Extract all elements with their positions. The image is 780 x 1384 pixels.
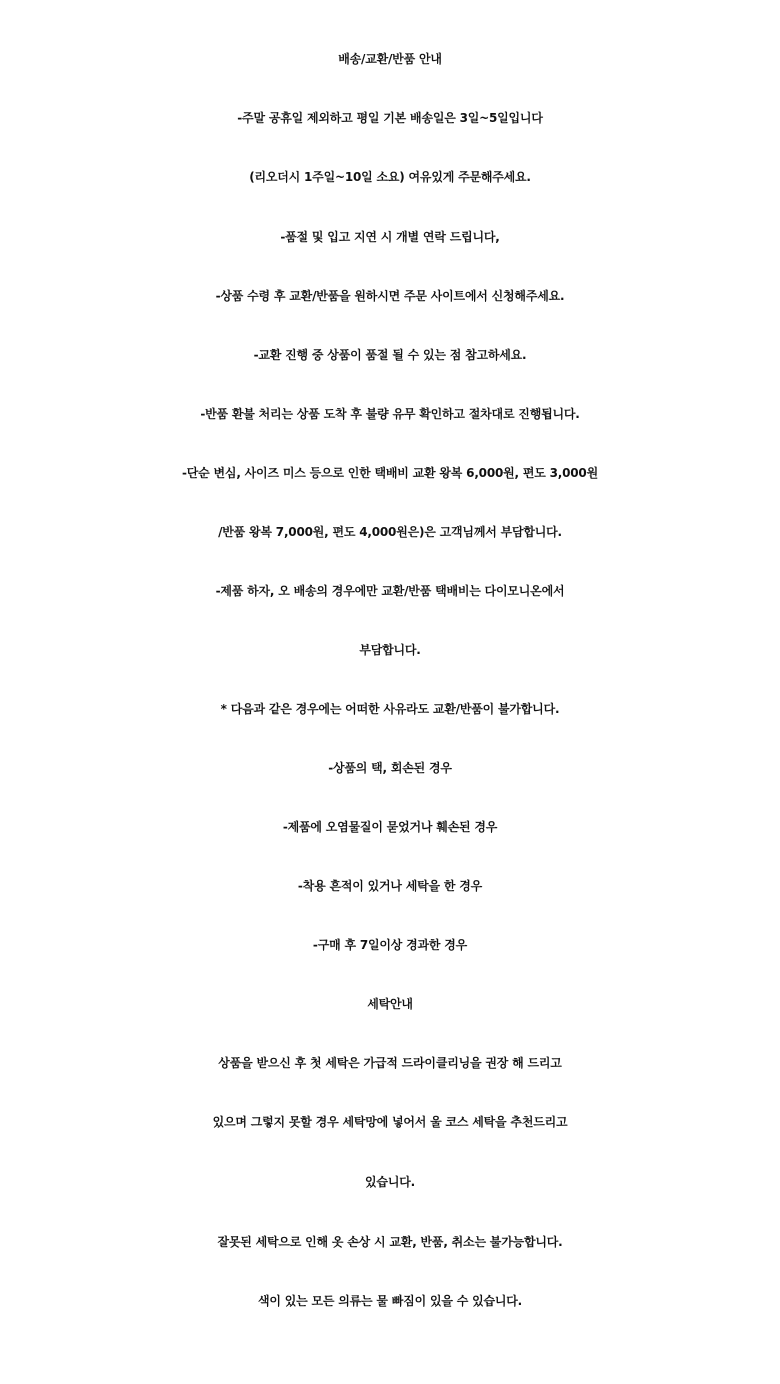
notice-line: (리오더시 1주일~10일 소요) 여유있게 주문해주세요.	[249, 170, 531, 184]
notice-line: -주말 공휴일 제외하고 평일 기본 배송일은 3일~5일입니다	[237, 111, 543, 125]
notice-line: 있습니다.	[365, 1175, 415, 1189]
notice-line: -구매 후 7일이상 경과한 경우	[312, 938, 468, 952]
notice-heading-shipping: 배송/교환/반품 안내	[338, 52, 442, 66]
notice-heading-washing: 세탁안내	[367, 997, 413, 1011]
notice-line: 색이 있는 모든 의류는 물 빠짐이 있을 수 있습니다.	[257, 1294, 523, 1308]
notice-line: -제품에 오염물질이 묻었거나 훼손된 경우	[282, 820, 498, 834]
notice-line: * 다음과 같은 경우에는 어떠한 사유라도 교환/반품이 불가합니다.	[220, 702, 560, 716]
notice-line: /반품 왕복 7,000원, 편도 4,000원은)은 고객님께서 부담합니다.	[218, 525, 562, 539]
notice-line: -착용 흔적이 있거나 세탁을 한 경우	[297, 879, 483, 893]
notice-line: -교환 진행 중 상품이 품절 될 수 있는 점 참고하세요.	[253, 348, 527, 362]
notice-line: 부담합니다.	[359, 643, 421, 657]
notice-line: -반품 환불 처리는 상품 도착 후 불량 유무 확인하고 절차대로 진행됩니다.	[200, 407, 580, 421]
notice-line: -상품의 택, 회손된 경우	[328, 761, 452, 775]
notice-line: 상품을 받으신 후 첫 세탁은 가급적 드라이클리닝을 권장 해 드리고	[218, 1056, 562, 1070]
notice-line: 잘못된 세탁으로 인해 옷 손상 시 교환, 반품, 취소는 불가능합니다.	[217, 1235, 563, 1249]
notice-line: -상품 수령 후 교환/반품을 원하시면 주문 사이트에서 신청해주세요.	[215, 289, 565, 303]
notice-line: -제품 하자, 오 배송의 경우에만 교환/반품 택배비는 다이모니온에서	[215, 584, 565, 598]
notice-line: -품절 및 입고 지연 시 개별 연락 드립니다,	[280, 230, 500, 244]
notice-line: 있으며 그렇지 못할 경우 세탁망에 넣어서 울 코스 세탁을 추천드리고	[212, 1115, 568, 1129]
notice-line: -단순 변심, 사이즈 미스 등으로 인한 택배비 교환 왕복 6,000원, 편도 3,000원	[182, 466, 598, 480]
